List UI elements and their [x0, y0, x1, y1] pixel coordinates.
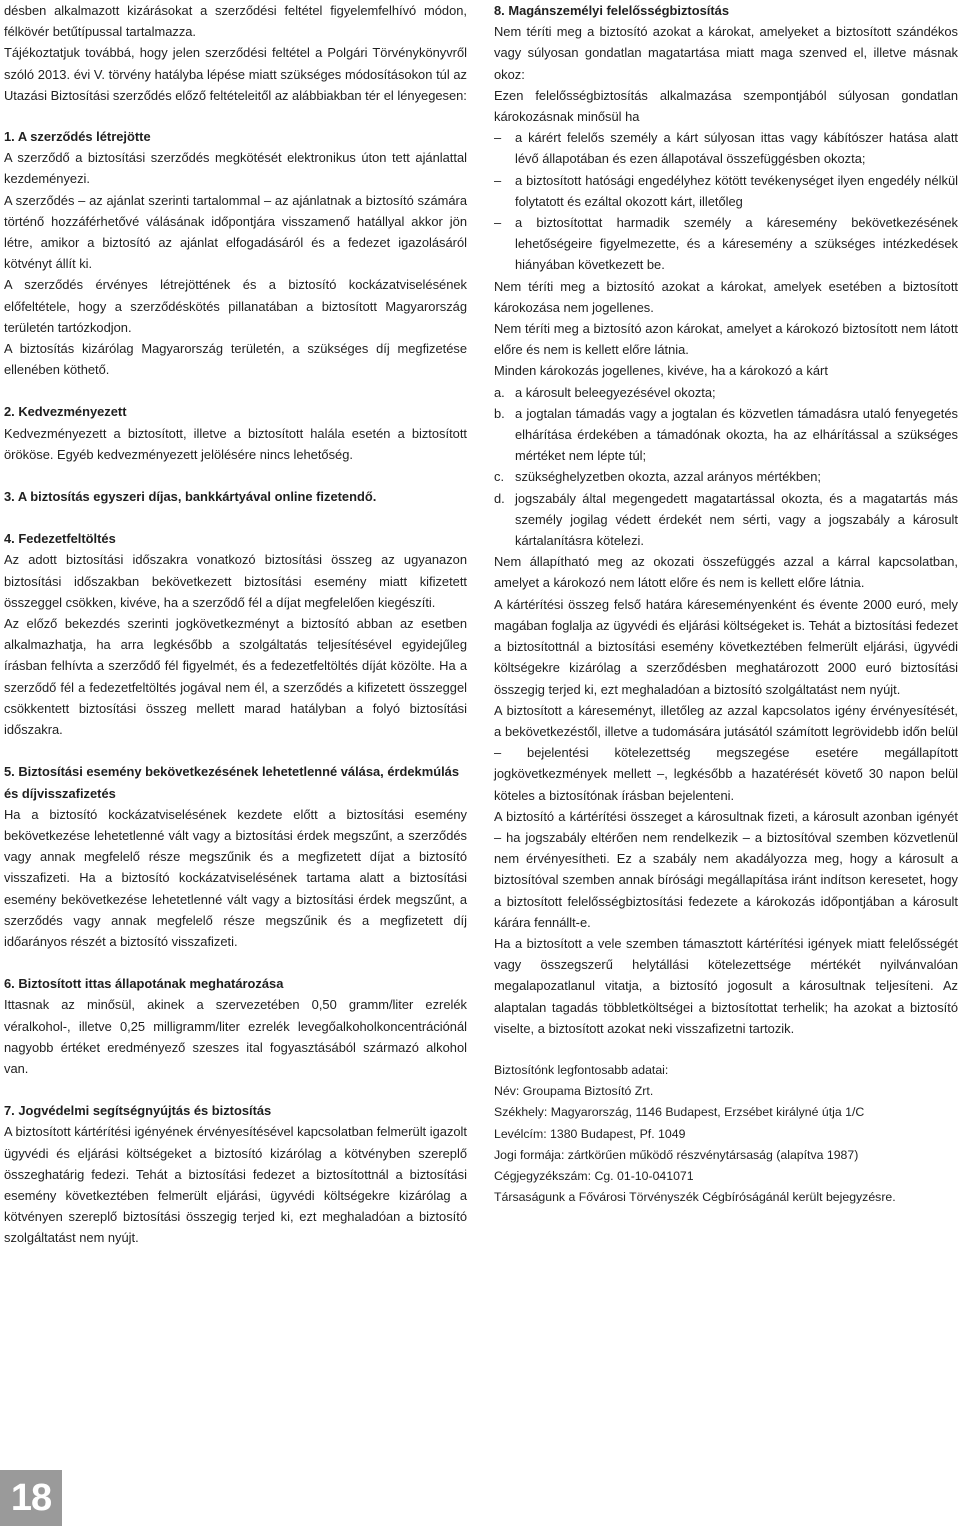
paragraph: A biztosított kártérítési igényének érvényesítésével kapcsolatban felmerült igazolt ügyvédi és eljárási költségeket a biztosító kizárólag a kötvényben szereplő összeghatárig fedezi. Tehát a biztosítási fedezet a biztosítottnál a biztosítási esemény következtében felmerült eljárási, ügyvédi költségekre kizárólag a kötvényen szereplő biztosítási összegig terjed ki, ezt meghaladóan a biztosító szolgáltatást nem nyújt. — [4, 1124, 467, 1246]
alpha-list-item — [494, 382, 958, 403]
section-heading-4: 4. Fedezetfeltöltés — [4, 531, 116, 547]
paragraph: Minden károkozás jogellenes, kivéve, ha a károkozó a kárt — [494, 363, 828, 379]
section-heading-1: 1. A szerződés létrejötte — [4, 129, 151, 145]
paragraph: A szerződés érvényes létrejöttének és a biztosító kockázatviselésének előfeltétele, hogy a szerződéskötés pillanatában a biztosított Magyarország területén tartózkodjon. — [4, 277, 467, 335]
right-column — [494, 0, 958, 1208]
paragraph: Ittasnak az minősül, akinek a szervezetében 0,50 gramm/liter ezrelék véralkohol-, illetve 0,25 milligramm/liter ezrelék levegőalkoholkoncentrációnál nagyobb értéket eredményező szeszes ital fogyasztásából származó alkohol van. — [4, 997, 467, 1076]
alpha-marker: b. — [494, 405, 505, 421]
insurer-line: Levélcím: 1380 Budapest, Pf. 1049 — [494, 1126, 686, 1141]
alpha-marker: c. — [494, 469, 505, 485]
insurer-line: Név: Groupama Biztosító Zrt. — [494, 1084, 654, 1099]
paragraph: Ezen felelősségbiztosítás alkalmazása szempontjából súlyosan gondatlan károkozásnak minősül ha — [494, 87, 958, 125]
paragraph: A szerződés – az ajánlat szerinti tartalommal – az ajánlatnak a biztosító számára történő hozzáférhetővé válásának időpontjára visszamenő hatállyal akkor jön létre, amikor a biztosító az ajánlat elfogadásáról és a fedezet igazolásáról kötvényt állít ki. — [4, 192, 467, 272]
alpha-list-text: jogszabály által megengedett magatartással okozta, és a magatartás más személy jogilag védett érdekét nem sérti, vagy a jogszabály a károsult kártalanításra kötelezi. — [515, 490, 958, 549]
insurer-line: Jogi formája: zártkörűen működő részvénytársaság (alapítva 1987) — [494, 1147, 859, 1162]
intro-paragraph: désben alkalmazott kizárásokat a szerződési feltétel figyelemfelhívó módon, félkövér betűtípussal tartalmazza. — [4, 3, 467, 40]
intro-paragraph: Tájékoztatjuk továbbá, hogy jelen szerződési feltétel a Polgári Törvénykönyvről szóló 2013. évi V. törvény hatályba lépése miatt szükséges módosításokon túl az Utazási Biztosítási szerződés előző feltételeitől az alábbiakban tér el lényegesen: — [4, 45, 467, 103]
alpha-list-item — [494, 488, 958, 552]
dash-list-item — [494, 170, 958, 212]
alpha-list-text: a károsult beleegyezésével okozta; — [515, 384, 716, 400]
paragraph: Az adott biztosítási időszakra vonatkozó biztosítási összeg az ugyanazon biztosítási időszakban bekövetkezett biztosítási esemény miatt kifizetett összeggel csökken, kivéve, ha a szerződő fél a díjat megfelelően kiegészíti. — [4, 552, 467, 610]
paragraph: Az előző bekezdés szerinti jogkövetkezményt a biztosító abban az esetben alkalmazhatja, ha arra legkésőbb a szolgáltatás teljesítésével egyidejűleg írásban felhívta a szerződő fél figyelmét, és a fedezetfeltöltés díját közölte. Ha a szerződő fél a fedezetfeltöltés jogával nem él, a szerződés a kifizetett összeggel csökkentett biztosítási összeg mellett marad hatályban a folyó biztosítási időszakra. — [4, 616, 467, 738]
section-heading-5: 5. Biztosítási esemény bekövetkezésének lehetetlenné válása, érdekmúlás és díjvisszafizetés — [4, 764, 459, 801]
insurer-line: Társaságunk a Fővárosi Törvényszék Cégbíróságánál került bejegyzésre. — [494, 1190, 896, 1205]
dash-marker: – — [494, 172, 502, 188]
section-heading-8: 8. Magánszemélyi felelősségbiztosítás — [494, 3, 729, 18]
paragraph: A biztosított a káreseményt, illetőleg az azzal kapcsolatos igény érvényesítését, a bekövetkezéstől, illetve a tudomására jutásától számított legrövidebb időn belül – bejelentési kötelezettség megszegése esetére megállapított jogkövetkezmények mellett –, legkésőbb a hazatérését követő 30 napon belül köteles a biztosítónak írásban bejelenteni. — [494, 702, 958, 803]
alpha-list-item — [494, 466, 958, 487]
alpha-list-item — [494, 403, 958, 467]
paragraph: Nem téríti meg a biztosító azon károkat, amelyet a károkozó biztosított nem látott előre és nem is kellett előre látnia. — [494, 321, 958, 358]
alpha-marker: a. — [494, 384, 505, 400]
section-heading-6: 6. Biztosított ittas állapotának meghatározása — [4, 976, 284, 992]
paragraph: Ha a biztosított a vele szemben támasztott kártérítési igények miatt felelősségét vagy összegszerű helytállási kötelezettsége mértékét nyilvánvalóan megalapozatlanul vitatja, a biztosító jogosult a károsultnak teljesíteni. Az alaptalan tagadás többletköltségei a biztosítottat terhelik; ha azokat a biztosító viselte, a biztosított azokat neki visszafizetni tartozik. — [494, 935, 958, 1036]
alpha-list-text: szükséghelyzetben okozta, azzal arányos mértékben; — [515, 469, 821, 485]
dash-marker: – — [494, 130, 502, 146]
paragraph: A biztosító a kártérítési összeget a károsultnak fizeti, a károsult azonban igényét – ha jogszabály eltérően nem rendelkezik – a biztosítóval szemben közvetlenül nem érvényesítheti. Ez a szabály nem akadályozza meg, hogy a károsult a biztosítóval szemben annak bírósági megállapítása iránt indítson keresetet, hogy a biztosított felelősségbiztosítási fedezete a károkozás időpontjában a károsult kárára fennállt-e. — [494, 808, 958, 930]
dash-list-item — [494, 212, 958, 276]
insurer-line: Cégjegyzékszám: Cg. 01-10-041071 — [494, 1168, 694, 1183]
insurer-heading: Biztosítónk legfontosabb adatai: — [494, 1062, 669, 1077]
paragraph: Kedvezményezett a biztosított, illetve a biztosított halála esetén a biztosított örököse. Egyéb kedvezményezett jelölésére nincs lehetőség. — [4, 425, 467, 462]
insurer-line: Székhely: Magyarország, 1146 Budapest, Erzsébet királyné útja 1/C — [494, 1105, 865, 1120]
dash-list-text: a kárért felelős személy a kárt súlyosan ittas vagy kábítószer hatása alatt lévő állapotában és ezen állapotával összefüggésben okozta; — [515, 130, 958, 167]
paragraph: Nem állapítható meg az okozati összefüggés azzal a kárral kapcsolatban, amelyet a károkozó nem látott előre és nem is kellett előre látnia. — [494, 554, 958, 591]
paragraph: A kártérítési összeg felső határa káreseményenként és évente 2000 euró, mely magában foglalja az ügyvédi és eljárási költségeket is. Tehát a biztosítási fedezet a biztosítottnál a biztosítási esemény következtében felmerült eljárási, ügyvédi költségekre kizárólag a szerződésben meghatározott 2000 euró biztosítási összegig terjed ki, ezt meghaladóan a biztosító szolgáltatást nem nyújt. — [494, 596, 958, 697]
alpha-list-text: a jogtalan támadás vagy a jogtalan és közvetlen támadásra utaló fenyegetés elhárítása érdekében a támadónak okozta, ha az elhárítással a szükséges mértéket nem lépte túl; — [515, 405, 958, 464]
paragraph: Nem téríti meg a biztosító azokat a károkat, amelyeket a biztosított szándékos vagy súlyosan gondatlan magatartása miatt maga szenved el, illetve másnak okoz: — [494, 24, 958, 82]
section-heading-3: 3. A biztosítás egyszeri díjas, bankkártyával online fizetendő. — [4, 489, 377, 505]
dash-marker: – — [494, 215, 502, 231]
dash-list-item — [494, 127, 958, 169]
alpha-marker: d. — [494, 490, 505, 506]
section-heading-2: 2. Kedvezményezett — [4, 404, 127, 420]
paragraph: Ha a biztosító kockázatviselésének kezdete előtt a biztosítási esemény bekövetkezése lehetetlenné vált vagy a biztosítási érdek megszűnt, a szerződés vagy annak megfelelő része megszűnik és a megfizetett díjat a biztosító visszafizeti. Ha a biztosító kockázatviselésének tartama alatt a biztosítási esemény bekövetkezése lehetetlenné vált vagy a biztosítási érdek megszűnt, a szerződés vagy annak megfelelő része megszűnik és a megfizetett díj időarányos részét a biztosító visszafizeti. — [4, 806, 467, 949]
dash-list-text: a biztosított hatósági engedélyhez kötött tevékenységet ilyen engedély nélkül folytatott és ezáltal okozott kárt, illetőleg — [515, 172, 958, 209]
paragraph: A szerződő a biztosítási szerződés megkötését elektronikus úton tett ajánlattal kezdeményezi. — [4, 150, 467, 187]
dash-list-text: a biztosítottat harmadik személy a káresemény bekövetkezésének lehetőségeire figyelmezette, és a káresemény a szükséges intézkedések hiányában következett be. — [515, 215, 958, 273]
section-heading-7: 7. Jogvédelmi segítségnyújtás és biztosítás — [4, 1103, 272, 1119]
paragraph: Nem téríti meg a biztosító azokat a károkat, amelyek esetében a biztosított károkozása nem jogellenes. — [494, 278, 958, 315]
left-column — [4, 0, 467, 1249]
paragraph: A biztosítás kizárólag Magyarország területén, a szükséges díj megfizetése ellenében köthető. — [4, 341, 467, 378]
page-number: 18 — [0, 1470, 62, 1526]
insurer-info — [494, 1060, 958, 1208]
